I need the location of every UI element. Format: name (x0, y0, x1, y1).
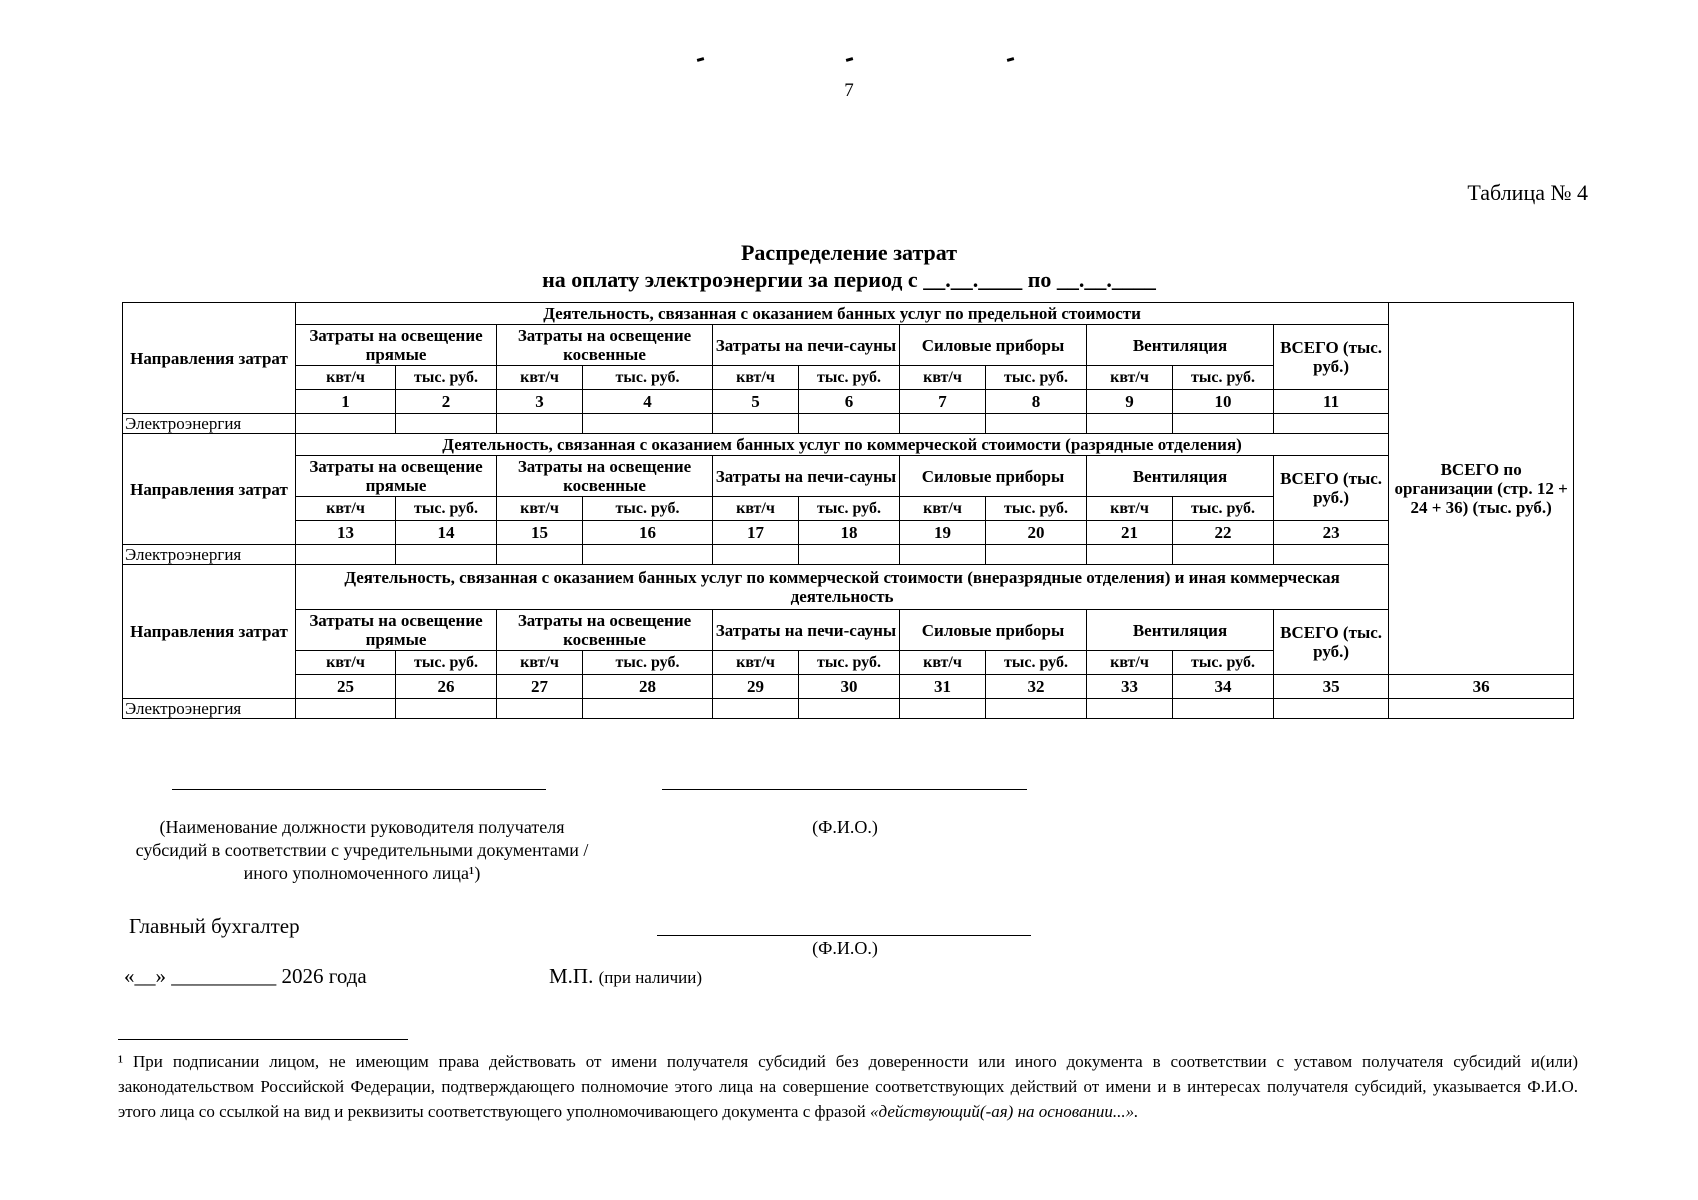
column-number: 22 (1173, 521, 1274, 545)
column-number: 31 (900, 675, 986, 699)
value-cell (986, 699, 1087, 719)
fio-caption: (Ф.И.О.) (812, 817, 878, 837)
table-row (123, 325, 1574, 366)
row-label-electricity: Электроэнергия (123, 414, 296, 434)
scan-mark-3 (1007, 57, 1015, 62)
footnote (118, 1049, 1578, 1124)
table-row (123, 565, 1574, 610)
unit-rub: тыс. руб. (799, 366, 900, 390)
table-row (123, 456, 1574, 497)
value-cell (296, 545, 396, 565)
cost-group-header: Вентиляция (1087, 325, 1274, 366)
page-number: 7 (844, 80, 854, 101)
cost-group-header: Затраты на освещение прямые (296, 456, 497, 497)
value-cell (986, 545, 1087, 565)
value-cell (583, 414, 713, 434)
column-number: 5 (713, 390, 799, 414)
cost-group-header: Затраты на освещение косвенные (497, 325, 713, 366)
unit-rub: тыс. руб. (583, 366, 713, 390)
column-number: 18 (799, 521, 900, 545)
table-row (123, 434, 1574, 456)
section-total-header: ВСЕГО (тыс. руб.) (1274, 610, 1389, 675)
column-number: 9 (1087, 390, 1173, 414)
unit-kwh: квт/ч (497, 651, 583, 675)
cost-group-header: Затраты на освещение косвенные (497, 610, 713, 651)
column-number: 29 (713, 675, 799, 699)
column-number: 33 (1087, 675, 1173, 699)
footnote-italic: «действующий(-ая) на основании...». (870, 1102, 1139, 1121)
unit-rub: тыс. руб. (396, 497, 497, 521)
unit-rub: тыс. руб. (396, 651, 497, 675)
scan-mark-2 (846, 57, 854, 62)
cost-group-header: Затраты на печи-сауны (713, 610, 900, 651)
column-number: 16 (583, 521, 713, 545)
unit-rub: тыс. руб. (396, 366, 497, 390)
stamp-label: М.П. (549, 964, 594, 988)
cost-group-header: Силовые приборы (900, 456, 1087, 497)
column-number: 34 (1173, 675, 1274, 699)
column-number: 2 (396, 390, 497, 414)
column-number: 11 (1274, 390, 1389, 414)
unit-rub: тыс. руб. (986, 651, 1087, 675)
footnote-text: ¹ При подписании лицом, не имеющим права действовать от имени получателя субсидий без доверенности или иного документа в соответствии с уставом получателя субсидий и(или) законодательством Российской Федерации, подтверждающего полномочие этого лица на совершение соответствующих действий от имени и в интересах получателя субсидий, указывается Ф.И.О. этого лица со ссылкой на вид и реквизиты соответствующего уполномочивающего документа с фразой (118, 1052, 1578, 1121)
unit-kwh: квт/ч (900, 497, 986, 521)
column-number: 7 (900, 390, 986, 414)
row-header-label: Направления затрат (123, 565, 296, 699)
section-title: Деятельность, связанная с оказанием банных услуг по коммерческой стоимости (разрядные отделения) (296, 434, 1389, 456)
signing-date: «__» __________ 2026 года (124, 964, 367, 988)
value-cell (900, 699, 986, 719)
row-header-label: Направления затрат (123, 434, 296, 545)
column-number: 1 (296, 390, 396, 414)
value-cell (713, 545, 799, 565)
column-number: 8 (986, 390, 1087, 414)
value-cell (1087, 545, 1173, 565)
unit-rub: тыс. руб. (1173, 366, 1274, 390)
table-row (123, 390, 1574, 414)
cost-group-header: Вентиляция (1087, 456, 1274, 497)
column-number: 35 (1274, 675, 1389, 699)
table-row (123, 303, 1574, 325)
table-row (123, 521, 1574, 545)
unit-kwh: квт/ч (497, 497, 583, 521)
value-cell (1087, 414, 1173, 434)
value-cell (1173, 414, 1274, 434)
unit-rub: тыс. руб. (799, 651, 900, 675)
column-number: 4 (583, 390, 713, 414)
unit-kwh: квт/ч (713, 497, 799, 521)
column-number: 6 (799, 390, 900, 414)
column-number: 15 (497, 521, 583, 545)
table-row (123, 414, 1574, 434)
unit-rub: тыс. руб. (583, 651, 713, 675)
value-cell (713, 699, 799, 719)
table-row (123, 675, 1574, 699)
cost-distribution-table (122, 302, 1574, 719)
table-row (123, 545, 1574, 565)
value-cell (986, 414, 1087, 434)
value-cell (799, 414, 900, 434)
footnote-divider (118, 1039, 408, 1040)
unit-rub: тыс. руб. (1173, 497, 1274, 521)
value-cell (296, 699, 396, 719)
unit-kwh: квт/ч (713, 366, 799, 390)
unit-kwh: квт/ч (1087, 651, 1173, 675)
column-number: 19 (900, 521, 986, 545)
cost-group-header: Затраты на печи-сауны (713, 325, 900, 366)
table-row (123, 699, 1574, 719)
unit-kwh: квт/ч (900, 366, 986, 390)
section-title: Деятельность, связанная с оказанием банных услуг по коммерческой стоимости (внеразрядные отделения) и иная коммерческая деятельность (296, 565, 1389, 610)
column-number: 3 (497, 390, 583, 414)
row-label-electricity: Электроэнергия (123, 699, 296, 719)
chief-accountant-fio-caption: (Ф.И.О.) (812, 938, 878, 958)
column-number: 21 (1087, 521, 1173, 545)
table-subtitle: на оплату электроэнергии за период с __.__.____ по __.__.____ (542, 267, 1156, 292)
value-cell (1087, 699, 1173, 719)
stamp-note: (при наличии) (598, 968, 702, 987)
value-cell (900, 414, 986, 434)
table-body (123, 303, 1574, 719)
value-cell (497, 699, 583, 719)
unit-kwh: квт/ч (296, 366, 396, 390)
unit-kwh: квт/ч (497, 366, 583, 390)
value-cell (1274, 414, 1389, 434)
value-cell (713, 414, 799, 434)
position-signature-line (172, 789, 546, 790)
unit-rub: тыс. руб. (1173, 651, 1274, 675)
chief-accountant-label: Главный бухгалтер (129, 914, 300, 938)
value-cell (396, 699, 497, 719)
stamp-place (549, 964, 702, 989)
column-number: 17 (713, 521, 799, 545)
unit-kwh: квт/ч (713, 651, 799, 675)
value-cell (900, 545, 986, 565)
column-number: 28 (583, 675, 713, 699)
column-number: 27 (497, 675, 583, 699)
section-total-header: ВСЕГО (тыс. руб.) (1274, 456, 1389, 521)
value-cell (799, 545, 900, 565)
unit-rub: тыс. руб. (799, 497, 900, 521)
scan-mark-1 (697, 57, 705, 62)
column-number: 32 (986, 675, 1087, 699)
value-cell (1389, 699, 1574, 719)
unit-kwh: квт/ч (1087, 497, 1173, 521)
value-cell (497, 414, 583, 434)
column-number: 36 (1389, 675, 1574, 699)
column-number: 25 (296, 675, 396, 699)
column-number: 23 (1274, 521, 1389, 545)
cost-group-header: Вентиляция (1087, 610, 1274, 651)
unit-rub: тыс. руб. (583, 497, 713, 521)
value-cell (396, 545, 497, 565)
cost-group-header: Затраты на освещение прямые (296, 610, 497, 651)
unit-kwh: квт/ч (900, 651, 986, 675)
column-number: 26 (396, 675, 497, 699)
value-cell (1274, 545, 1389, 565)
row-label-electricity: Электроэнергия (123, 545, 296, 565)
table-row (123, 610, 1574, 651)
table-label: Таблица № 4 (1467, 180, 1588, 205)
column-number: 30 (799, 675, 900, 699)
unit-rub: тыс. руб. (986, 366, 1087, 390)
table-title: Распределение затрат (740, 240, 958, 265)
cost-group-header: Затраты на печи-сауны (713, 456, 900, 497)
value-cell (1274, 699, 1389, 719)
cost-group-header: Затраты на освещение косвенные (497, 456, 713, 497)
fio-signature-line (662, 789, 1027, 790)
value-cell (497, 545, 583, 565)
value-cell (583, 545, 713, 565)
column-number: 20 (986, 521, 1087, 545)
cost-group-header: Силовые приборы (900, 610, 1087, 651)
chief-accountant-signature-line (657, 935, 1031, 936)
unit-kwh: квт/ч (1087, 366, 1173, 390)
column-number: 13 (296, 521, 396, 545)
value-cell (296, 414, 396, 434)
section-title: Деятельность, связанная с оказанием банных услуг по предельной стоимости (296, 303, 1389, 325)
value-cell (583, 699, 713, 719)
unit-rub: тыс. руб. (986, 497, 1087, 521)
cost-group-header: Затраты на освещение прямые (296, 325, 497, 366)
value-cell (799, 699, 900, 719)
org-total-header: ВСЕГО по организации (стр. 12 + 24 + 36) (тыс. руб.) (1389, 303, 1574, 675)
column-number: 10 (1173, 390, 1274, 414)
column-number: 14 (396, 521, 497, 545)
position-caption: (Наименование должности руководителя получателя субсидий в соответствии с учредительными документами / иного уполномоченного лица¹) (135, 817, 589, 883)
value-cell (1173, 545, 1274, 565)
value-cell (396, 414, 497, 434)
value-cell (1173, 699, 1274, 719)
unit-kwh: квт/ч (296, 497, 396, 521)
unit-kwh: квт/ч (296, 651, 396, 675)
section-total-header: ВСЕГО (тыс. руб.) (1274, 325, 1389, 390)
cost-group-header: Силовые приборы (900, 325, 1087, 366)
row-header-label: Направления затрат (123, 303, 296, 414)
